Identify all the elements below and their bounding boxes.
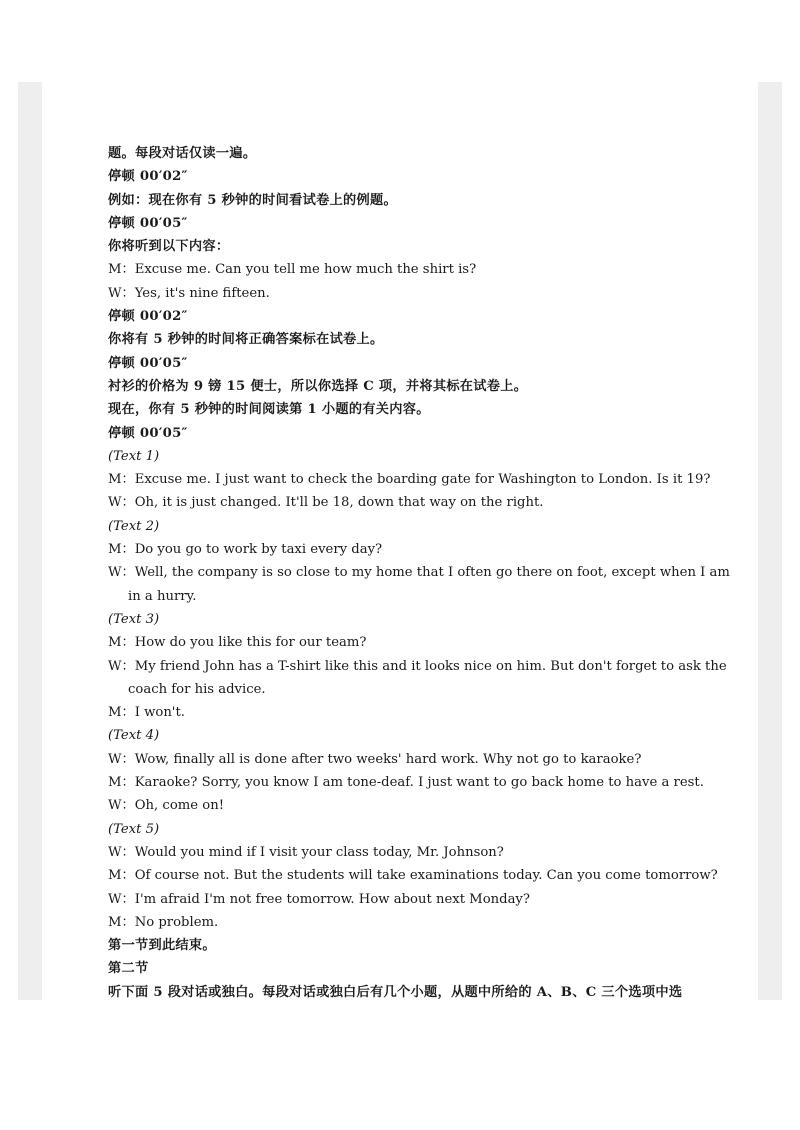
text-label: (Text 1) <box>108 448 160 464</box>
transcript-body <box>108 142 730 1004</box>
right-scan-margin <box>758 82 782 1000</box>
instruction-line: 你将有 5 秒钟的时间将正确答案标在试卷上。 <box>108 332 384 348</box>
text-label: (Text 4) <box>108 728 160 744</box>
dialogue-line: W：Yes, it's nine fifteen. <box>108 285 270 301</box>
dialogue-line: M：Of course not. But the students will take examinations today. Can you come tomorrow? <box>108 868 718 884</box>
left-scan-margin <box>18 82 42 1000</box>
dialogue-line: M：Excuse me. I just want to check the boarding gate for Washington to London. Is it 19? <box>108 472 711 488</box>
instruction-line: 停顿 00′05″ <box>108 215 188 231</box>
instruction-line: 听下面 5 段对话或独白。每段对话或独白后有几个小题，从题中所给的 A、B、C 三个选项中选 <box>108 984 683 1000</box>
dialogue-line: M：How do you like this for our team? <box>108 635 367 651</box>
dialogue-line: W：Wow, finally all is done after two weeks' hard work. Why not go to karaoke? <box>108 751 642 767</box>
instruction-line: 停顿 00′02″ <box>108 309 188 325</box>
dialogue-line: M：No problem. <box>108 914 219 930</box>
continuation-line: in a hurry. <box>128 588 197 604</box>
instruction-line: 衬衫的价格为 9 镑 15 便士，所以你选择 C 项，并将其标在试卷上。 <box>108 378 528 394</box>
instruction-line: 例如：现在你有 5 秒钟的时间看试卷上的例题。 <box>108 192 398 208</box>
instruction-line: 你将听到以下内容： <box>108 239 230 255</box>
instruction-line: 第二节 <box>108 961 149 977</box>
continuation-line: coach for his advice. <box>128 681 266 697</box>
dialogue-line: M：Do you go to work by taxi every day? <box>108 542 383 558</box>
dialogue-line: M：Karaoke? Sorry, you know I am tone-deaf. I just want to go back home to have a rest. <box>108 775 704 791</box>
text-label: (Text 3) <box>108 611 160 627</box>
dialogue-line: W：My friend John has a T-shirt like this and it looks nice on him. But don't forget to ask the <box>108 658 727 674</box>
dialogue-line: W：Oh, it is just changed. It'll be 18, down that way on the right. <box>108 495 544 511</box>
instruction-line: 停顿 00′05″ <box>108 355 188 371</box>
instruction-line: 停顿 00′02″ <box>108 169 188 185</box>
instruction-line: 现在，你有 5 秒钟的时间阅读第 1 小题的有关内容。 <box>108 402 430 418</box>
text-label: (Text 5) <box>108 821 160 837</box>
dialogue-line: W：Would you mind if I visit your class today, Mr. Johnson? <box>108 844 504 860</box>
dialogue-line: M：I won't. <box>108 705 185 721</box>
instruction-line: 题。每段对话仅读一遍。 <box>108 146 257 161</box>
instruction-line: 停顿 00′05″ <box>108 425 188 441</box>
dialogue-line: W：Well, the company is so close to my home that I often go there on foot, except when I am <box>108 565 730 581</box>
dialogue-line: W：Oh, come on! <box>108 798 224 814</box>
text-label: (Text 2) <box>108 518 160 534</box>
instruction-line: 第一节到此结束。 <box>108 938 216 954</box>
dialogue-line: W：I'm afraid I'm not free tomorrow. How about next Monday? <box>108 891 530 907</box>
dialogue-line: M：Excuse me. Can you tell me how much the shirt is? <box>108 262 477 278</box>
